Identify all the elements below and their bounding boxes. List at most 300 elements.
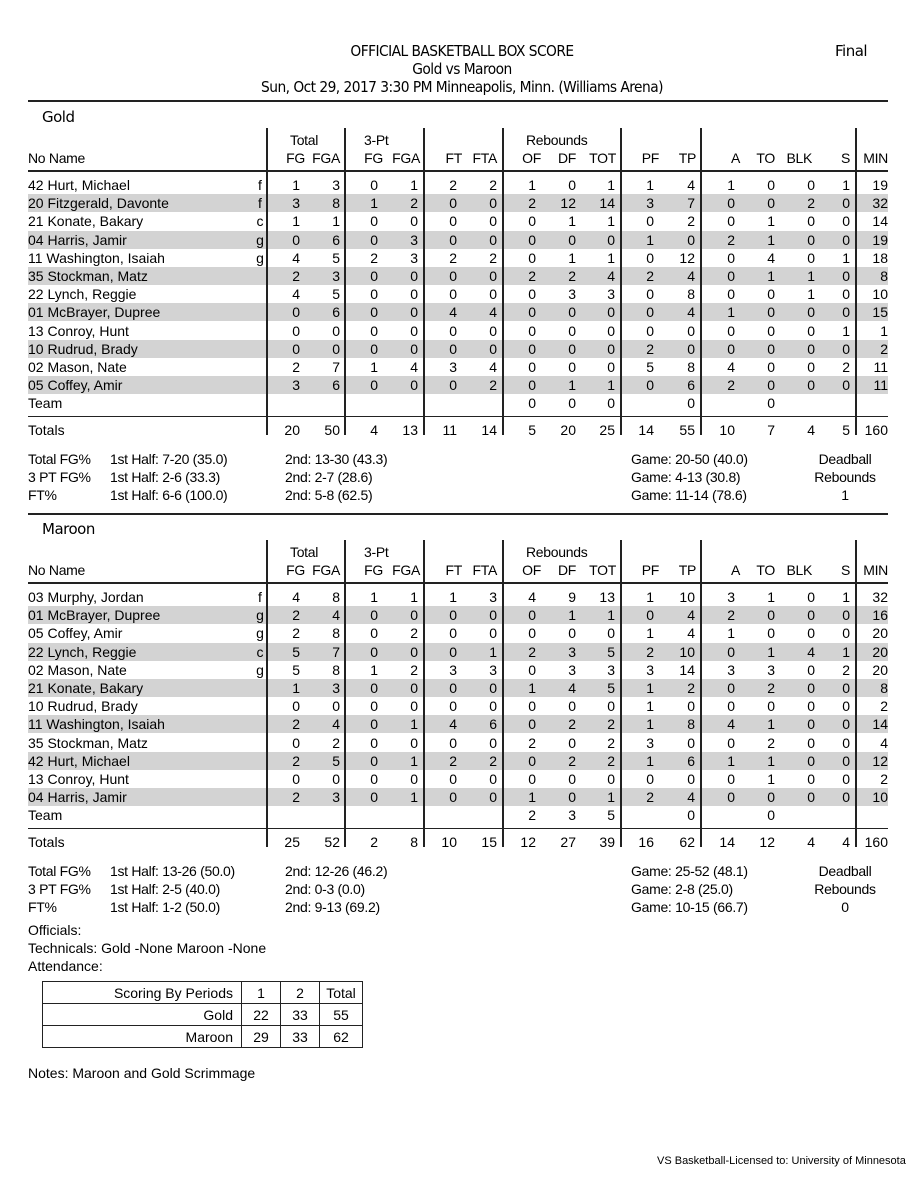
stat-cell: 0 (370, 304, 378, 321)
player-name: 11 Washington, Isaiah (28, 249, 165, 266)
stat-cell: 0 (528, 304, 536, 321)
stat-cell: 1 (449, 589, 457, 605)
stat-cell: 0 (687, 322, 695, 339)
stat-cell: 0 (646, 607, 654, 624)
scoring-by-periods-table (42, 981, 363, 1048)
header-fga3: FGA (392, 150, 420, 166)
totals-cell: 25 (599, 421, 615, 438)
totals-cell: 55 (679, 421, 695, 438)
stat-cell: 6 (332, 304, 340, 321)
player-name: 22 Lynch, Reggie (28, 643, 137, 660)
stat-cell: 8 (880, 680, 888, 696)
stat-cell: 1 (767, 268, 775, 284)
stat-cell: 4 (489, 359, 497, 375)
stat-cell: 0 (449, 789, 457, 806)
column-divider (502, 128, 504, 435)
player-position: g (256, 607, 264, 624)
player-name: 13 Conroy, Hunt (28, 771, 129, 787)
stat-cell: 20 (872, 625, 888, 642)
stat-cell: 0 (727, 213, 735, 230)
stat-cell: 0 (370, 698, 378, 715)
stat-cell: 0 (410, 340, 418, 357)
stat-cell: 12 (872, 752, 888, 769)
stat-cell: 14 (679, 661, 695, 678)
stat-cell: 0 (687, 807, 695, 824)
stat-cell: 0 (370, 734, 378, 751)
stat-cell: 1 (607, 213, 615, 230)
stat-cell: 1 (727, 177, 735, 193)
team-name: Gold (42, 108, 75, 126)
stat-cell: 2 (646, 268, 654, 284)
stat-cell: 0 (568, 359, 576, 375)
totals-cell: 20 (284, 421, 300, 438)
stat-cell: 0 (489, 734, 497, 751)
stat-cell: 1 (568, 607, 576, 624)
stat-cell: 3 (568, 807, 576, 824)
header-a: A (730, 562, 740, 578)
license-footer: VS Basketball-Licensed to: University of Minnesota (657, 1155, 906, 1167)
stat-cell: 0 (370, 286, 378, 303)
player-row (28, 697, 888, 715)
stat-cell: 1 (727, 304, 735, 321)
stat-cell: 4 (292, 249, 300, 266)
stat-cell: 0 (370, 680, 378, 696)
header-s: S (840, 150, 850, 166)
stat-cell: 16 (872, 607, 888, 624)
stat-cell: 0 (727, 789, 735, 806)
stat-cell: 0 (332, 340, 340, 357)
stat-cell: 0 (489, 680, 497, 696)
rebounds-label: Rebounds (814, 880, 876, 897)
header-ft: FT (445, 150, 462, 166)
stat-cell: 1 (767, 752, 775, 769)
stat-cell: 1 (842, 322, 850, 339)
stat-cell: 1 (767, 643, 775, 660)
player-position: g (256, 661, 264, 678)
stat-cell: 1 (568, 213, 576, 230)
stat-cell: 0 (410, 734, 418, 751)
player-row (28, 770, 888, 788)
stat-cell: 1 (646, 716, 654, 733)
totals-cell: 52 (324, 833, 340, 850)
stat-cell: 0 (807, 589, 815, 605)
divider (28, 100, 888, 102)
stat-cell: 32 (872, 195, 888, 212)
sbp-score: 33 (281, 1026, 320, 1048)
totals-cell: 5 (842, 421, 850, 438)
pct-first-half: 1st Half: 6-6 (100.0) (110, 486, 228, 503)
column-divider (700, 540, 702, 847)
sbp-row-maroon (43, 1026, 363, 1048)
stat-cell: 1 (767, 213, 775, 230)
stat-cell: 0 (370, 177, 378, 193)
stat-cell: 0 (807, 340, 815, 357)
stat-cell: 0 (842, 286, 850, 303)
totals-cell: 39 (599, 833, 615, 850)
stat-cell: 2 (449, 177, 457, 193)
stat-cell: 3 (410, 231, 418, 248)
totals-cell: 11 (442, 421, 457, 438)
header-ft: FT (445, 562, 462, 578)
stat-cell: 4 (687, 625, 695, 642)
stat-cell: 2 (767, 734, 775, 751)
stat-cell: 0 (370, 213, 378, 230)
stat-cell: 0 (767, 395, 775, 412)
stat-cell: 0 (489, 213, 497, 230)
stat-cell: 0 (727, 268, 735, 284)
pct-game: Game: 20-50 (40.0) (631, 450, 748, 467)
stat-cell: 4 (687, 177, 695, 193)
stat-cell: 4 (687, 304, 695, 321)
totals-cell: 25 (284, 833, 300, 850)
technicals: Technicals: Gold -None Maroon -None (28, 940, 267, 956)
stat-cell: 2 (292, 359, 300, 375)
stat-cell: 0 (292, 734, 300, 751)
totals-cell: 14 (481, 421, 497, 438)
header-of: OF (522, 562, 541, 578)
stat-cell: 18 (872, 249, 888, 266)
stat-cell: 4 (607, 268, 615, 284)
pct-first-half: 1st Half: 1-2 (50.0) (110, 898, 220, 915)
stat-cell: 0 (842, 752, 850, 769)
stat-cell: 0 (646, 377, 654, 394)
stat-cell: 0 (568, 231, 576, 248)
header-s: S (840, 562, 850, 578)
stat-cell: 0 (528, 359, 536, 375)
stat-cell: 3 (646, 734, 654, 751)
stat-cell: 10 (872, 789, 888, 806)
player-row (28, 376, 888, 394)
sbp-row-gold (43, 1004, 363, 1026)
sbp-score: 62 (320, 1026, 363, 1048)
totals-cell: 50 (324, 421, 340, 438)
stat-cell: 2 (646, 789, 654, 806)
deadball-label: Deadball (818, 862, 872, 879)
header-tot: TOT (589, 150, 616, 166)
player-name: 02 Mason, Nate (28, 359, 127, 375)
stat-cell: 1 (607, 177, 615, 193)
stat-cell: 0 (607, 231, 615, 248)
stat-cell: 3 (332, 680, 340, 696)
totals-row (28, 421, 888, 439)
player-row (28, 358, 888, 376)
stat-cell: 2 (807, 195, 815, 212)
stat-cell: 0 (410, 268, 418, 284)
stat-cell: 4 (568, 680, 576, 696)
stat-cell: 4 (687, 607, 695, 624)
stat-cell: 0 (410, 377, 418, 394)
stat-cell: 2 (489, 377, 497, 394)
stat-cell: 4 (410, 359, 418, 375)
stat-cell: 2 (646, 340, 654, 357)
stat-cell: 0 (807, 771, 815, 787)
stat-cell: 19 (872, 231, 888, 248)
stat-cell: 0 (449, 698, 457, 715)
player-position: c (256, 213, 264, 230)
stat-cell: 7 (687, 195, 695, 212)
totals-cell: 12 (520, 833, 536, 850)
stat-cell: 0 (687, 734, 695, 751)
stat-cell: 0 (292, 698, 300, 715)
stat-cell: 1 (568, 249, 576, 266)
sbp-header-row (43, 982, 363, 1004)
stat-cell: 2 (568, 268, 576, 284)
stat-cell: 0 (489, 231, 497, 248)
stat-cell: 0 (607, 698, 615, 715)
stat-cell: 0 (842, 268, 850, 284)
stat-cell: 6 (332, 377, 340, 394)
stat-cell: 3 (292, 377, 300, 394)
stat-cell: 0 (568, 625, 576, 642)
stat-cell: 0 (528, 716, 536, 733)
pct-first-half: 1st Half: 7-20 (35.0) (110, 450, 228, 467)
player-name: 03 Murphy, Jordan (28, 589, 144, 605)
player-name: 35 Stockman, Matz (28, 734, 148, 751)
stat-cell: 8 (880, 268, 888, 284)
stat-cell: 0 (449, 607, 457, 624)
player-row (28, 303, 888, 321)
stat-cell: 2 (489, 177, 497, 193)
stat-cell: 2 (646, 643, 654, 660)
header-tp: TP (678, 150, 696, 166)
sbp-period-total: Total (320, 982, 363, 1004)
stat-cell: 3 (568, 661, 576, 678)
stat-cell: 1 (767, 771, 775, 787)
stat-cell: 0 (727, 734, 735, 751)
player-row (28, 752, 888, 770)
stat-cell: 0 (410, 322, 418, 339)
stat-cell: 0 (568, 304, 576, 321)
totals-rule (28, 828, 888, 830)
player-name: 35 Stockman, Matz (28, 268, 148, 284)
player-name: 22 Lynch, Reggie (28, 286, 137, 303)
stat-cell: 1 (607, 607, 615, 624)
stat-cell: 3 (607, 286, 615, 303)
player-name: 04 Harris, Jamir (28, 231, 127, 248)
totals-rule (28, 416, 888, 418)
stat-cell: 2 (727, 231, 735, 248)
player-name: 04 Harris, Jamir (28, 789, 127, 806)
header-tot: TOT (589, 562, 616, 578)
stat-cell: 0 (842, 340, 850, 357)
stat-cell: 0 (449, 680, 457, 696)
pct-first-half: 1st Half: 13-26 (50.0) (110, 862, 235, 879)
stat-cell: 0 (410, 643, 418, 660)
stat-cell: 0 (370, 789, 378, 806)
stat-cell: 5 (332, 286, 340, 303)
stat-cell: 2 (332, 734, 340, 751)
stat-cell: 2 (292, 607, 300, 624)
stat-cell: 6 (489, 716, 497, 733)
pct-label: Total FG% (28, 450, 91, 467)
stat-cell: 2 (568, 716, 576, 733)
stat-cell: 0 (370, 607, 378, 624)
pct-label: Total FG% (28, 862, 91, 879)
stat-cell: 0 (528, 607, 536, 624)
sbp-header: Scoring By Periods (43, 982, 242, 1004)
stat-cell: 6 (332, 231, 340, 248)
stat-cell: 0 (767, 377, 775, 394)
stat-cell: 0 (807, 625, 815, 642)
header-fg3: FG (364, 150, 383, 166)
stat-cell: 0 (568, 177, 576, 193)
stat-cell: 0 (842, 213, 850, 230)
stat-cell: 3 (568, 286, 576, 303)
stat-cell: 0 (568, 771, 576, 787)
sbp-score: 29 (242, 1026, 281, 1048)
totals-cell: 160 (864, 833, 888, 850)
stat-cell: 0 (370, 643, 378, 660)
player-position: f (258, 177, 262, 193)
stat-cell: 1 (410, 789, 418, 806)
stat-cell: 1 (370, 661, 378, 678)
stat-cell: 11 (873, 377, 888, 394)
stat-cell: 2 (410, 661, 418, 678)
stat-cell: 2 (292, 752, 300, 769)
player-row (28, 212, 888, 230)
stat-cell: 0 (449, 195, 457, 212)
stat-cell: 0 (646, 213, 654, 230)
deadball-rebounds-value: 0 (841, 898, 849, 915)
totals-cell: 2 (370, 833, 378, 850)
pct-second-half: 2nd: 13-30 (43.3) (285, 450, 388, 467)
header-rebounds-group: Rebounds (526, 544, 588, 560)
column-divider (855, 128, 857, 435)
stat-cell: 1 (410, 752, 418, 769)
stat-cell: 14 (599, 195, 615, 212)
pct-second-half: 2nd: 9-13 (69.2) (285, 898, 380, 915)
stat-cell: 5 (607, 643, 615, 660)
header-no-name: No Name (28, 562, 86, 578)
stat-cell: 32 (872, 589, 888, 605)
totals-cell: 10 (719, 421, 735, 438)
stat-cell: 0 (528, 340, 536, 357)
pct-label: 3 PT FG% (28, 468, 91, 485)
stat-cell: 4 (528, 589, 536, 605)
stat-cell: 4 (727, 359, 735, 375)
stat-cell: 1 (646, 589, 654, 605)
totals-label: Totals (28, 421, 65, 438)
player-position: c (256, 643, 264, 660)
stat-cell: 1 (807, 268, 815, 284)
player-row (28, 624, 888, 642)
stat-cell: 0 (370, 340, 378, 357)
totals-cell: 14 (719, 833, 735, 850)
stat-cell: 0 (646, 249, 654, 266)
sbp-period-2: 2 (281, 982, 320, 1004)
stat-cell: 0 (607, 771, 615, 787)
stat-cell: 0 (489, 340, 497, 357)
stat-cell: 0 (767, 304, 775, 321)
stat-cell: 0 (807, 213, 815, 230)
column-divider (423, 128, 425, 435)
stat-cell: 8 (687, 286, 695, 303)
stat-cell: 0 (807, 377, 815, 394)
stat-cell: 4 (807, 643, 815, 660)
stat-cell: 2 (528, 268, 536, 284)
stat-cell: 10 (679, 643, 695, 660)
stat-cell: 0 (842, 771, 850, 787)
header-fg: FG (286, 562, 305, 578)
stat-cell: 0 (528, 231, 536, 248)
notes: Notes: Maroon and Gold Scrimmage (28, 1065, 256, 1081)
stat-cell: 0 (489, 286, 497, 303)
player-row (28, 340, 888, 358)
totals-cell: 10 (441, 833, 457, 850)
totals-cell: 27 (560, 833, 576, 850)
stat-cell: 1 (370, 195, 378, 212)
player-row (28, 285, 888, 303)
stat-cell: 0 (292, 322, 300, 339)
player-position: f (258, 589, 262, 605)
header-fta: FTA (472, 562, 497, 578)
stat-cell: 3 (646, 661, 654, 678)
stat-cell: 3 (292, 195, 300, 212)
stat-cell: 0 (607, 340, 615, 357)
stat-cell: 0 (607, 359, 615, 375)
stat-cell: 0 (449, 268, 457, 284)
stat-cell: 2 (842, 359, 850, 375)
column-divider (266, 540, 268, 847)
stat-cell: 4 (292, 286, 300, 303)
pct-label: FT% (28, 898, 57, 915)
stat-cell: 0 (449, 340, 457, 357)
totals-cell: 4 (370, 421, 378, 438)
stat-cell: 0 (410, 607, 418, 624)
stat-cell: 0 (528, 698, 536, 715)
totals-row (28, 833, 888, 851)
stat-cell: 1 (646, 680, 654, 696)
totals-cell: 5 (528, 421, 536, 438)
pct-second-half: 2nd: 2-7 (28.6) (285, 468, 373, 485)
stat-cell: 1 (727, 752, 735, 769)
stat-cell: 0 (646, 286, 654, 303)
player-row (28, 715, 888, 733)
stat-cell: 4 (727, 716, 735, 733)
header-min: MIN (863, 150, 888, 166)
pct-second-half: 2nd: 12-26 (46.2) (285, 862, 388, 879)
stat-cell: 3 (727, 661, 735, 678)
stat-cell: 1 (842, 589, 850, 605)
player-name: Team (28, 807, 63, 824)
stat-cell: 0 (727, 286, 735, 303)
player-row (28, 734, 888, 752)
stat-cell: 3 (332, 789, 340, 806)
pct-label: FT% (28, 486, 57, 503)
player-name: 10 Rudrud, Brady (28, 698, 138, 715)
player-row (28, 322, 888, 340)
stat-cell: 0 (489, 268, 497, 284)
column-divider (502, 540, 504, 847)
header-fga3: FGA (392, 562, 420, 578)
stat-cell: 2 (727, 607, 735, 624)
stat-cell: 3 (489, 661, 497, 678)
stat-cell: 0 (568, 340, 576, 357)
header-no-name: No Name (28, 150, 86, 166)
stat-cell: 0 (449, 322, 457, 339)
stat-cell: 2 (292, 625, 300, 642)
stat-cell: 10 (872, 286, 888, 303)
stat-cell: 2 (842, 661, 850, 678)
stat-cell: 2 (727, 377, 735, 394)
pct-label: 3 PT FG% (28, 880, 91, 897)
player-row (28, 643, 888, 661)
stat-cell: 5 (607, 680, 615, 696)
totals-cell: 4 (807, 833, 815, 850)
stat-cell: 0 (449, 734, 457, 751)
stat-cell: 1 (410, 589, 418, 605)
attendance: Attendance: (28, 958, 103, 974)
